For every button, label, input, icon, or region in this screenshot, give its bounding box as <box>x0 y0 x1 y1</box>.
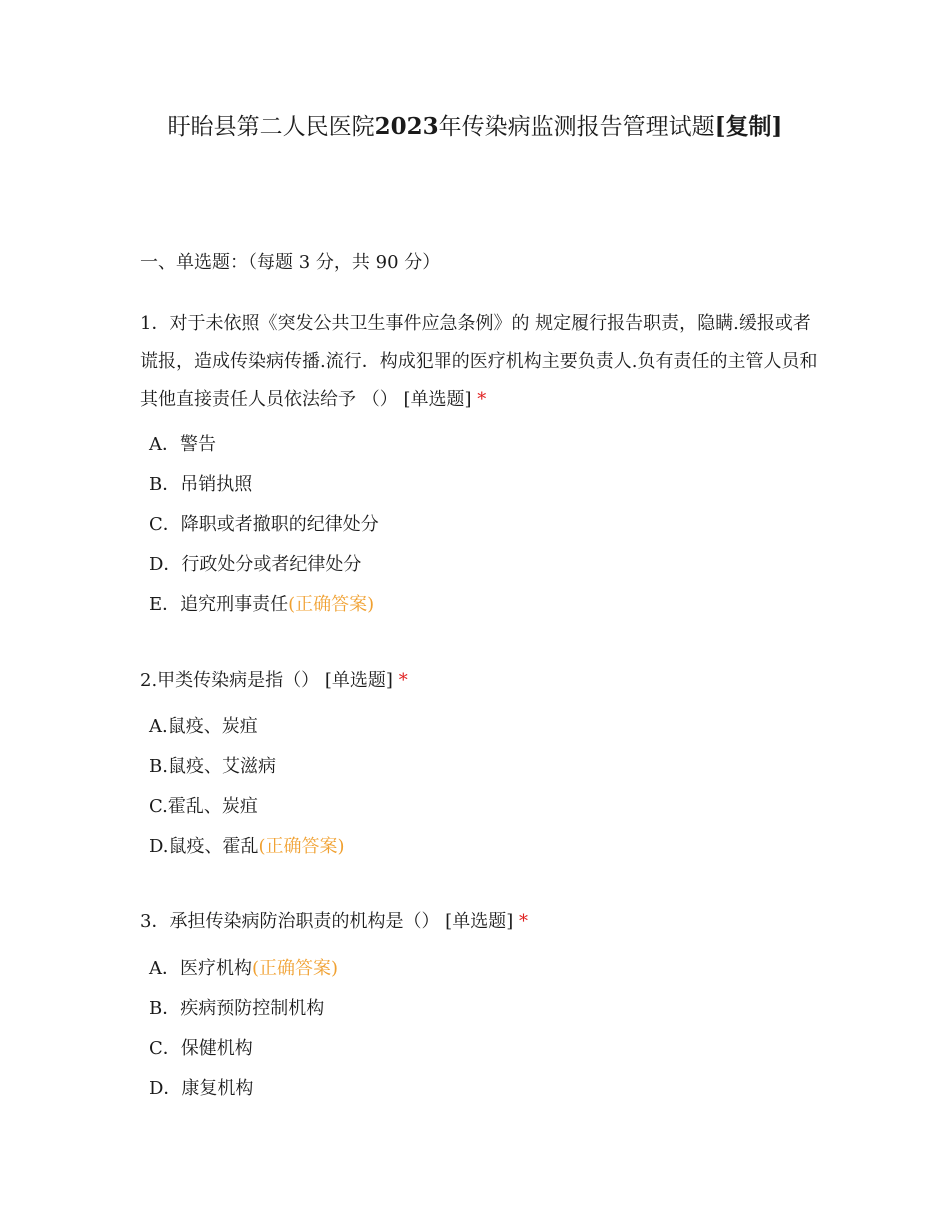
option-q1-b[interactable] <box>149 472 252 498</box>
correct-answer-tag: (正确答案) <box>258 836 345 857</box>
option-text: D.鼠疫、霍乱 <box>149 836 259 857</box>
option-q2-a[interactable] <box>149 714 258 740</box>
option-q1-a[interactable] <box>149 432 216 458</box>
option-q2-b[interactable] <box>149 754 276 780</box>
page-title <box>0 112 950 142</box>
option-text: A.鼠疫、炭疽 <box>149 716 258 737</box>
question-2 <box>140 662 820 700</box>
section-heading: 一、单选题：（每题 3 分，共 90 分） <box>140 252 441 273</box>
option-text: C．降职或者撤职的纪律处分 <box>149 514 379 535</box>
option-text: C.霍乱、炭疽 <box>149 796 258 817</box>
option-q3-b[interactable] <box>149 996 324 1022</box>
required-mark: * <box>398 670 408 691</box>
option-text: B．疾病预防控制机构 <box>149 998 325 1019</box>
option-text: C．保健机构 <box>149 1038 253 1059</box>
required-mark: * <box>518 911 528 932</box>
title-copy-tag: [复制] <box>714 113 783 140</box>
option-q3-a[interactable] <box>149 956 338 982</box>
option-q1-c[interactable] <box>149 512 379 538</box>
correct-answer-tag: (正确答案) <box>252 958 339 979</box>
required-mark: * <box>477 389 487 410</box>
option-q1-e[interactable] <box>149 592 374 618</box>
question-3 <box>140 903 820 941</box>
option-q2-d[interactable] <box>149 834 345 860</box>
option-q1-d[interactable] <box>149 552 361 578</box>
title-part1: 盱眙县第二人民医院 <box>167 114 375 140</box>
option-q2-c[interactable] <box>149 794 258 820</box>
question-text: 3．承担传染病防治职责的机构是（） [单选题] <box>140 911 514 932</box>
option-text: E．追究刑事责任 <box>149 594 289 615</box>
option-text: D．行政处分或者纪律处分 <box>149 554 362 575</box>
question-text: 2.甲类传染病是指（） [单选题] <box>140 670 393 691</box>
option-q3-d[interactable] <box>149 1076 253 1102</box>
option-text: A．医疗机构 <box>149 958 252 979</box>
option-text: B.鼠疫、艾滋病 <box>149 756 276 777</box>
question-text: 1．对于未依照《突发公共卫生事件应急条例》的 规定履行报告职责，隐瞒.缓报或者谎报，造成传染病传播.流行．构成犯罪的医疗机构主要负责人.负有责任的主管人员和其他直接责任人员依法给予 （） [单选题] <box>140 313 818 410</box>
option-q3-c[interactable] <box>149 1036 253 1062</box>
option-text: A．警告 <box>149 434 216 455</box>
correct-answer-tag: (正确答案) <box>288 594 375 615</box>
option-text: B．吊销执照 <box>149 474 253 495</box>
option-text: D．康复机构 <box>149 1078 254 1099</box>
title-part2: 年传染病监测报告管理试题 <box>438 114 715 140</box>
question-1 <box>140 305 820 419</box>
title-year: 2023 <box>374 113 439 140</box>
